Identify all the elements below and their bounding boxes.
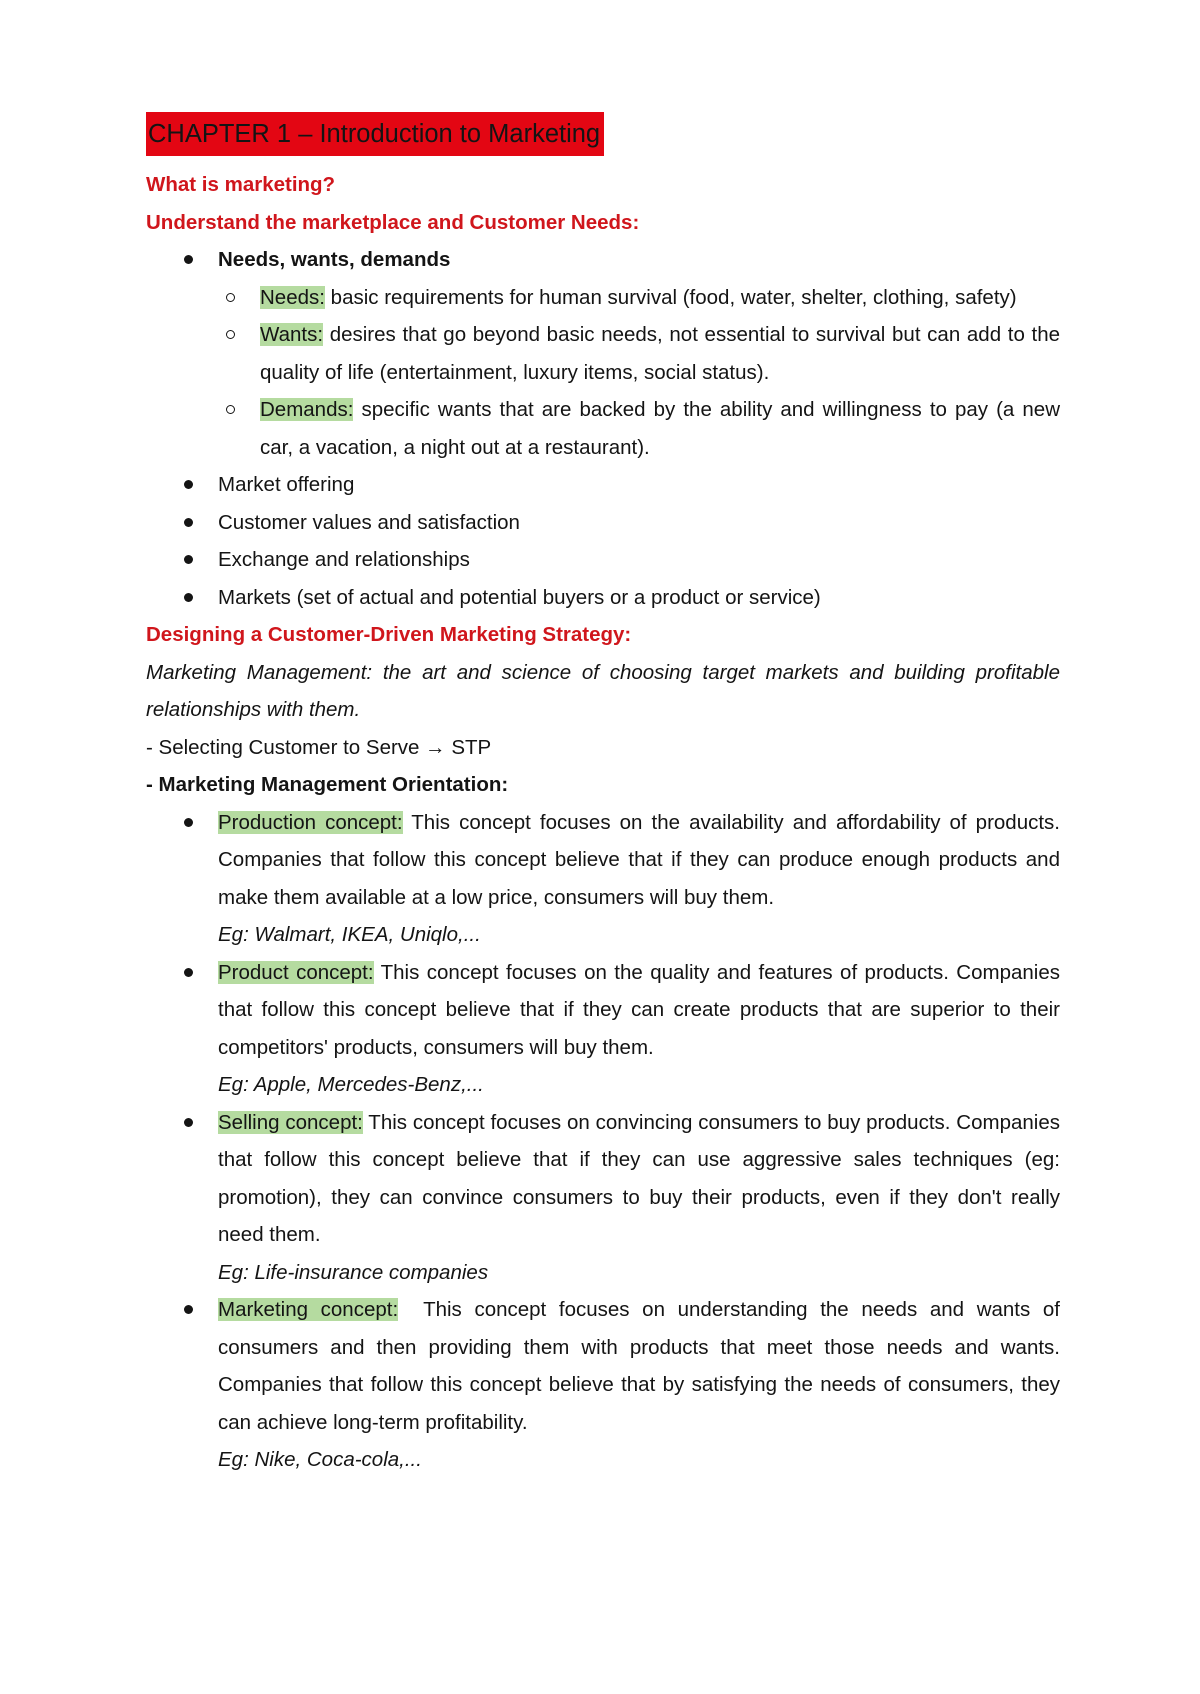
concept-term: Marketing concept: [218,1298,399,1321]
term-highlight: Wants: [260,323,324,346]
circle-bullet-icon [226,330,235,339]
bullet-icon [184,968,193,977]
document-page [146,112,1066,1479]
chapter-title: CHAPTER 1 – Introduction to Marketing [146,112,604,156]
circle-bullet-icon [226,293,235,302]
bullet-icon [184,518,193,527]
concepts-list [146,804,1066,1479]
sublist-item-demands [146,391,1060,466]
list-item [146,579,1060,617]
chapter-title-wrap [146,112,1060,160]
concept-item-marketing [146,1291,1066,1479]
concept-item-product [146,954,1060,1104]
concept-example: Eg: Nike, Coca-cola,... [218,1448,422,1471]
concept-text: This concept focuses on convincing consumers to buy products. Companies that follow this concept believe that if they can use aggressive sales techniques (eg: promotion), they can convince consumers to buy their products, even if they don't really need them. [218,1110,1060,1246]
marketplace-list [146,241,1060,616]
list-item-text: Markets (set of actual and potential buyers or a product or service) [218,585,821,609]
stp-line: - Selecting Customer to Serve → STP [146,735,492,759]
definition-term: Marketing Management [146,660,367,684]
concept-text: This concept focuses on understanding the needs and wants of consumers and then providing them with products that meet those needs and wants. Companies that follow this concept believe that by satisfying the needs of consumers, they can achieve long-term profitability. [218,1298,1066,1434]
list-item-text: Customer values and satisfaction [218,510,520,534]
concept-item-production [146,804,1060,954]
bullet-icon [184,1118,193,1127]
sublist-item-wants [146,316,1060,391]
term-highlight: Demands: [260,398,354,421]
concept-text: This concept focuses on the quality and features of products. Companies that follow this concept believe that if they can create products that are superior to their competitors' products, consumers will buy them. [218,960,1061,1059]
bullet-icon [184,480,193,489]
circle-bullet-icon [226,405,235,414]
list-item-text: Exchange and relationships [218,548,470,571]
concept-item-selling [146,1104,1060,1292]
term-definition: basic requirements for human survival (food, water, shelter, clothing, safety) [324,285,1017,309]
heading-designing-strategy: Designing a Customer-Driven Marketing Strategy: [146,623,632,646]
marketing-management-definition [146,654,1060,729]
definition-text: : the art and science of choosing target markets and building profitable relationships with them. [146,660,1060,721]
orientation-heading: - Marketing Management Orientation: [146,773,509,796]
bullet-icon [184,555,193,564]
list-item [146,241,1060,466]
bullet-icon [184,818,193,827]
concept-example: Eg: Life-insurance companies [218,1260,489,1284]
bullet-icon [184,1305,193,1314]
concept-term: Product concept: [218,960,374,984]
needs-sublist [146,279,1060,467]
list-item-label: Needs, wants, demands [218,248,451,271]
term-definition: desires that go beyond basic needs, not essential to survival but can add to the quality of life (entertainment, luxury items, social status). [260,323,1060,384]
list-item [146,466,1060,504]
bullet-icon [184,593,193,602]
list-item-text: Market offering [218,473,355,496]
heading-what-is-marketing: What is marketing? [146,173,336,196]
concept-example: Eg: Walmart, IKEA, Uniqlo,... [218,923,481,946]
term-definition: specific wants that are backed by the ability and willingness to pay (a new car, a vacation, a night out at a restaurant). [260,398,1060,459]
concept-example: Eg: Apple, Mercedes-Benz,... [218,1073,484,1096]
list-item [146,504,1060,542]
sublist-item-needs [146,279,1060,317]
concept-text: This concept focuses on the availability and affordability of products. Companies that follow this concept believe that if they can produce enough products and make them available at a low price, consumers will buy them. [218,810,1061,909]
bullet-icon [184,255,193,264]
concept-term: Production concept: [218,810,403,834]
heading-understand-marketplace: Understand the marketplace and Customer Needs: [146,210,640,234]
term-highlight: Needs: [260,285,325,309]
list-item [146,541,1060,579]
concept-term: Selling concept: [218,1110,363,1134]
